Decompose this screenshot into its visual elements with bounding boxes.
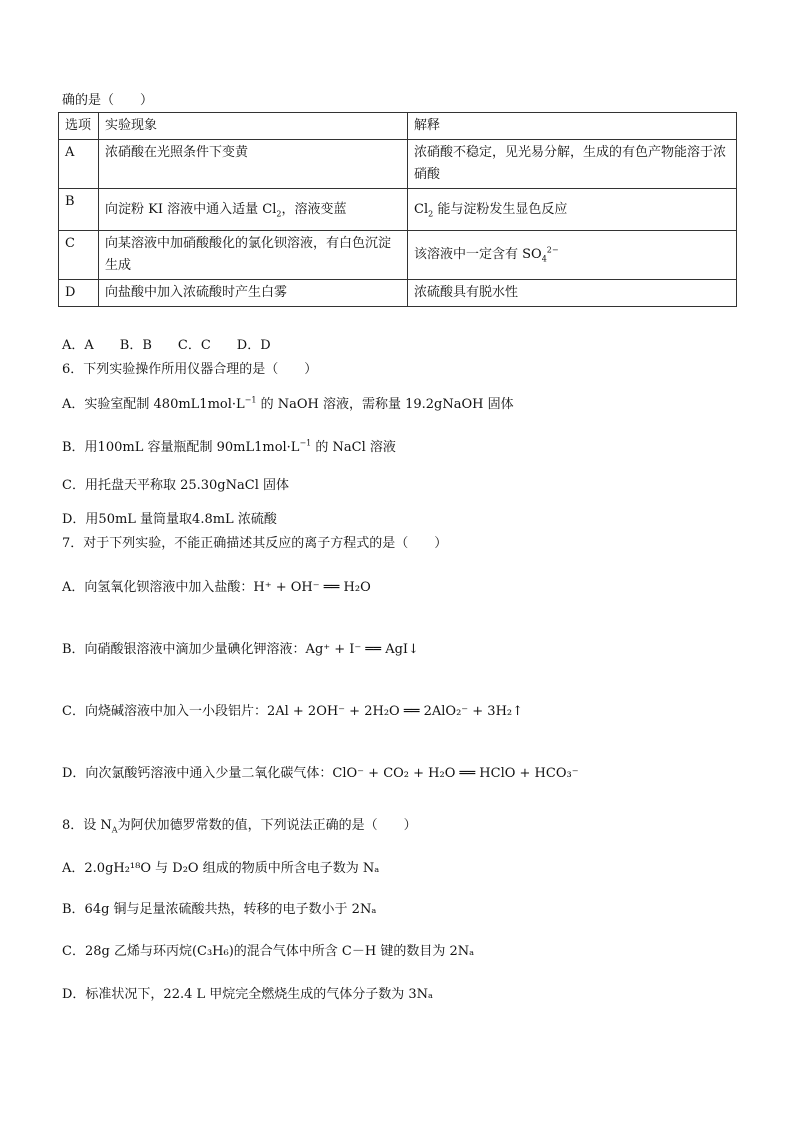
q8-stem bbox=[62, 817, 417, 835]
q6-b-pre: B．用100mL 容量瓶配制 90mL1mol·L bbox=[62, 440, 300, 455]
q6-a-post: 的 NaOH 溶液，需称量 19.2gNaOH 固体 bbox=[256, 397, 514, 412]
q8-stem-sub: A bbox=[111, 825, 118, 835]
q8-option-a: A．2.0gH₂¹⁸O 与 D₂O 组成的物质中所含电子数为 Nₐ bbox=[62, 861, 380, 876]
q7-stem: 7．对于下列实验，不能正确描述其反应的离子方程式的是（ ） bbox=[62, 536, 448, 551]
row-phenomenon: 向某溶液中加硝酸酸化的氯化钡溶液，有白色沉淀生成 bbox=[99, 231, 408, 280]
q6-option-b bbox=[62, 439, 396, 457]
q6-b-post: 的 NaCl 溶液 bbox=[311, 440, 396, 455]
q7-option-d: D．向次氯酸钙溶液中通入少量二氧化碳气体：ClO⁻ + CO₂ + H₂O ══ HClO + HCO₃⁻ bbox=[62, 766, 579, 781]
q8-option-b: B．64g 铜与足量浓硫酸共热，转移的电子数小于 2Nₐ bbox=[62, 902, 377, 917]
row-option: D bbox=[59, 280, 99, 307]
explanation-sup: 2− bbox=[546, 245, 559, 255]
table-row bbox=[59, 231, 737, 280]
q6-option-d: D．用50mL 量筒量取4.8mL 浓硫酸 bbox=[62, 512, 277, 527]
q5-stem-tail: 确的是（ ） bbox=[62, 93, 154, 108]
table-row bbox=[59, 140, 737, 189]
table-row bbox=[59, 189, 737, 231]
row-explanation: 浓硝酸不稳定，见光易分解，生成的有色产物能溶于浓硝酸 bbox=[408, 140, 737, 189]
phenomenon-pre: 向淀粉 KI 溶液中通入适量 Cl bbox=[105, 201, 277, 217]
explanation-post: 能与淀粉发生显色反应 bbox=[433, 201, 568, 217]
q6-option-c: C．用托盘天平称取 25.30gNaCl 固体 bbox=[62, 478, 289, 493]
q6-a-sup: −1 bbox=[244, 395, 257, 405]
q6-b-sup: −1 bbox=[299, 438, 312, 448]
row-option: B bbox=[59, 189, 99, 231]
q7-option-c: C．向烧碱溶液中加入一小段铝片：2Al + 2OH⁻ + 2H₂O ══ 2AlO₂⁻ + 3H₂↑ bbox=[62, 704, 524, 719]
row-phenomenon: 向盐酸中加入浓硫酸时产生白雾 bbox=[99, 280, 408, 307]
phenomenon-sub: 2 bbox=[276, 209, 282, 219]
q8-stem-pre: 8．设 N bbox=[62, 818, 112, 833]
row-phenomenon: 浓硝酸在光照条件下变黄 bbox=[99, 140, 408, 189]
row-option: C bbox=[59, 231, 99, 280]
header-option-text: 选项 bbox=[65, 118, 92, 133]
q7-option-a: A．向氢氧化钡溶液中加入盐酸：H⁺ + OH⁻ ══ H₂O bbox=[62, 580, 371, 595]
row-explanation bbox=[408, 189, 737, 231]
q6-option-a bbox=[62, 396, 514, 414]
q6-a-pre: A．实验室配制 480mL1mol·L bbox=[62, 397, 245, 412]
table-header-row bbox=[59, 113, 737, 140]
table-row bbox=[59, 280, 737, 307]
q7-option-b: B．向硝酸银溶液中滴加少量碘化钾溶液：Ag⁺ + I⁻ ══ AgI↓ bbox=[62, 642, 419, 657]
explanation-sub: 2 bbox=[428, 209, 434, 219]
explanation-pre: Cl bbox=[414, 201, 429, 217]
q5-choices: A．A B．B C．C D．D bbox=[62, 338, 271, 353]
header-explanation: 解释 bbox=[408, 113, 737, 140]
q6-stem: 6．下列实验操作所用仪器合理的是（ ） bbox=[62, 362, 318, 377]
row-phenomenon bbox=[99, 189, 408, 231]
header-phenomenon: 实验现象 bbox=[99, 113, 408, 140]
q8-option-d: D．标准状况下，22.4 L 甲烷完全燃烧生成的气体分子数为 3Nₐ bbox=[62, 987, 434, 1002]
q8-stem-post: 为阿伏加德罗常数的值，下列说法正确的是（ ） bbox=[117, 818, 417, 833]
row-option: A bbox=[59, 140, 99, 189]
q5-table bbox=[58, 112, 737, 307]
header-option bbox=[59, 113, 99, 140]
q8-option-c: C．28g 乙烯与环丙烷(C₃H₆)的混合气体中所含 C－H 键的数目为 2Nₐ bbox=[62, 944, 475, 959]
explanation-sub: 4 bbox=[541, 254, 547, 264]
explanation-pre: 该溶液中一定含有 SO bbox=[414, 247, 542, 262]
row-explanation bbox=[408, 231, 737, 280]
row-explanation: 浓硫酸具有脱水性 bbox=[408, 280, 737, 307]
phenomenon-post: ，溶液变蓝 bbox=[281, 201, 347, 217]
